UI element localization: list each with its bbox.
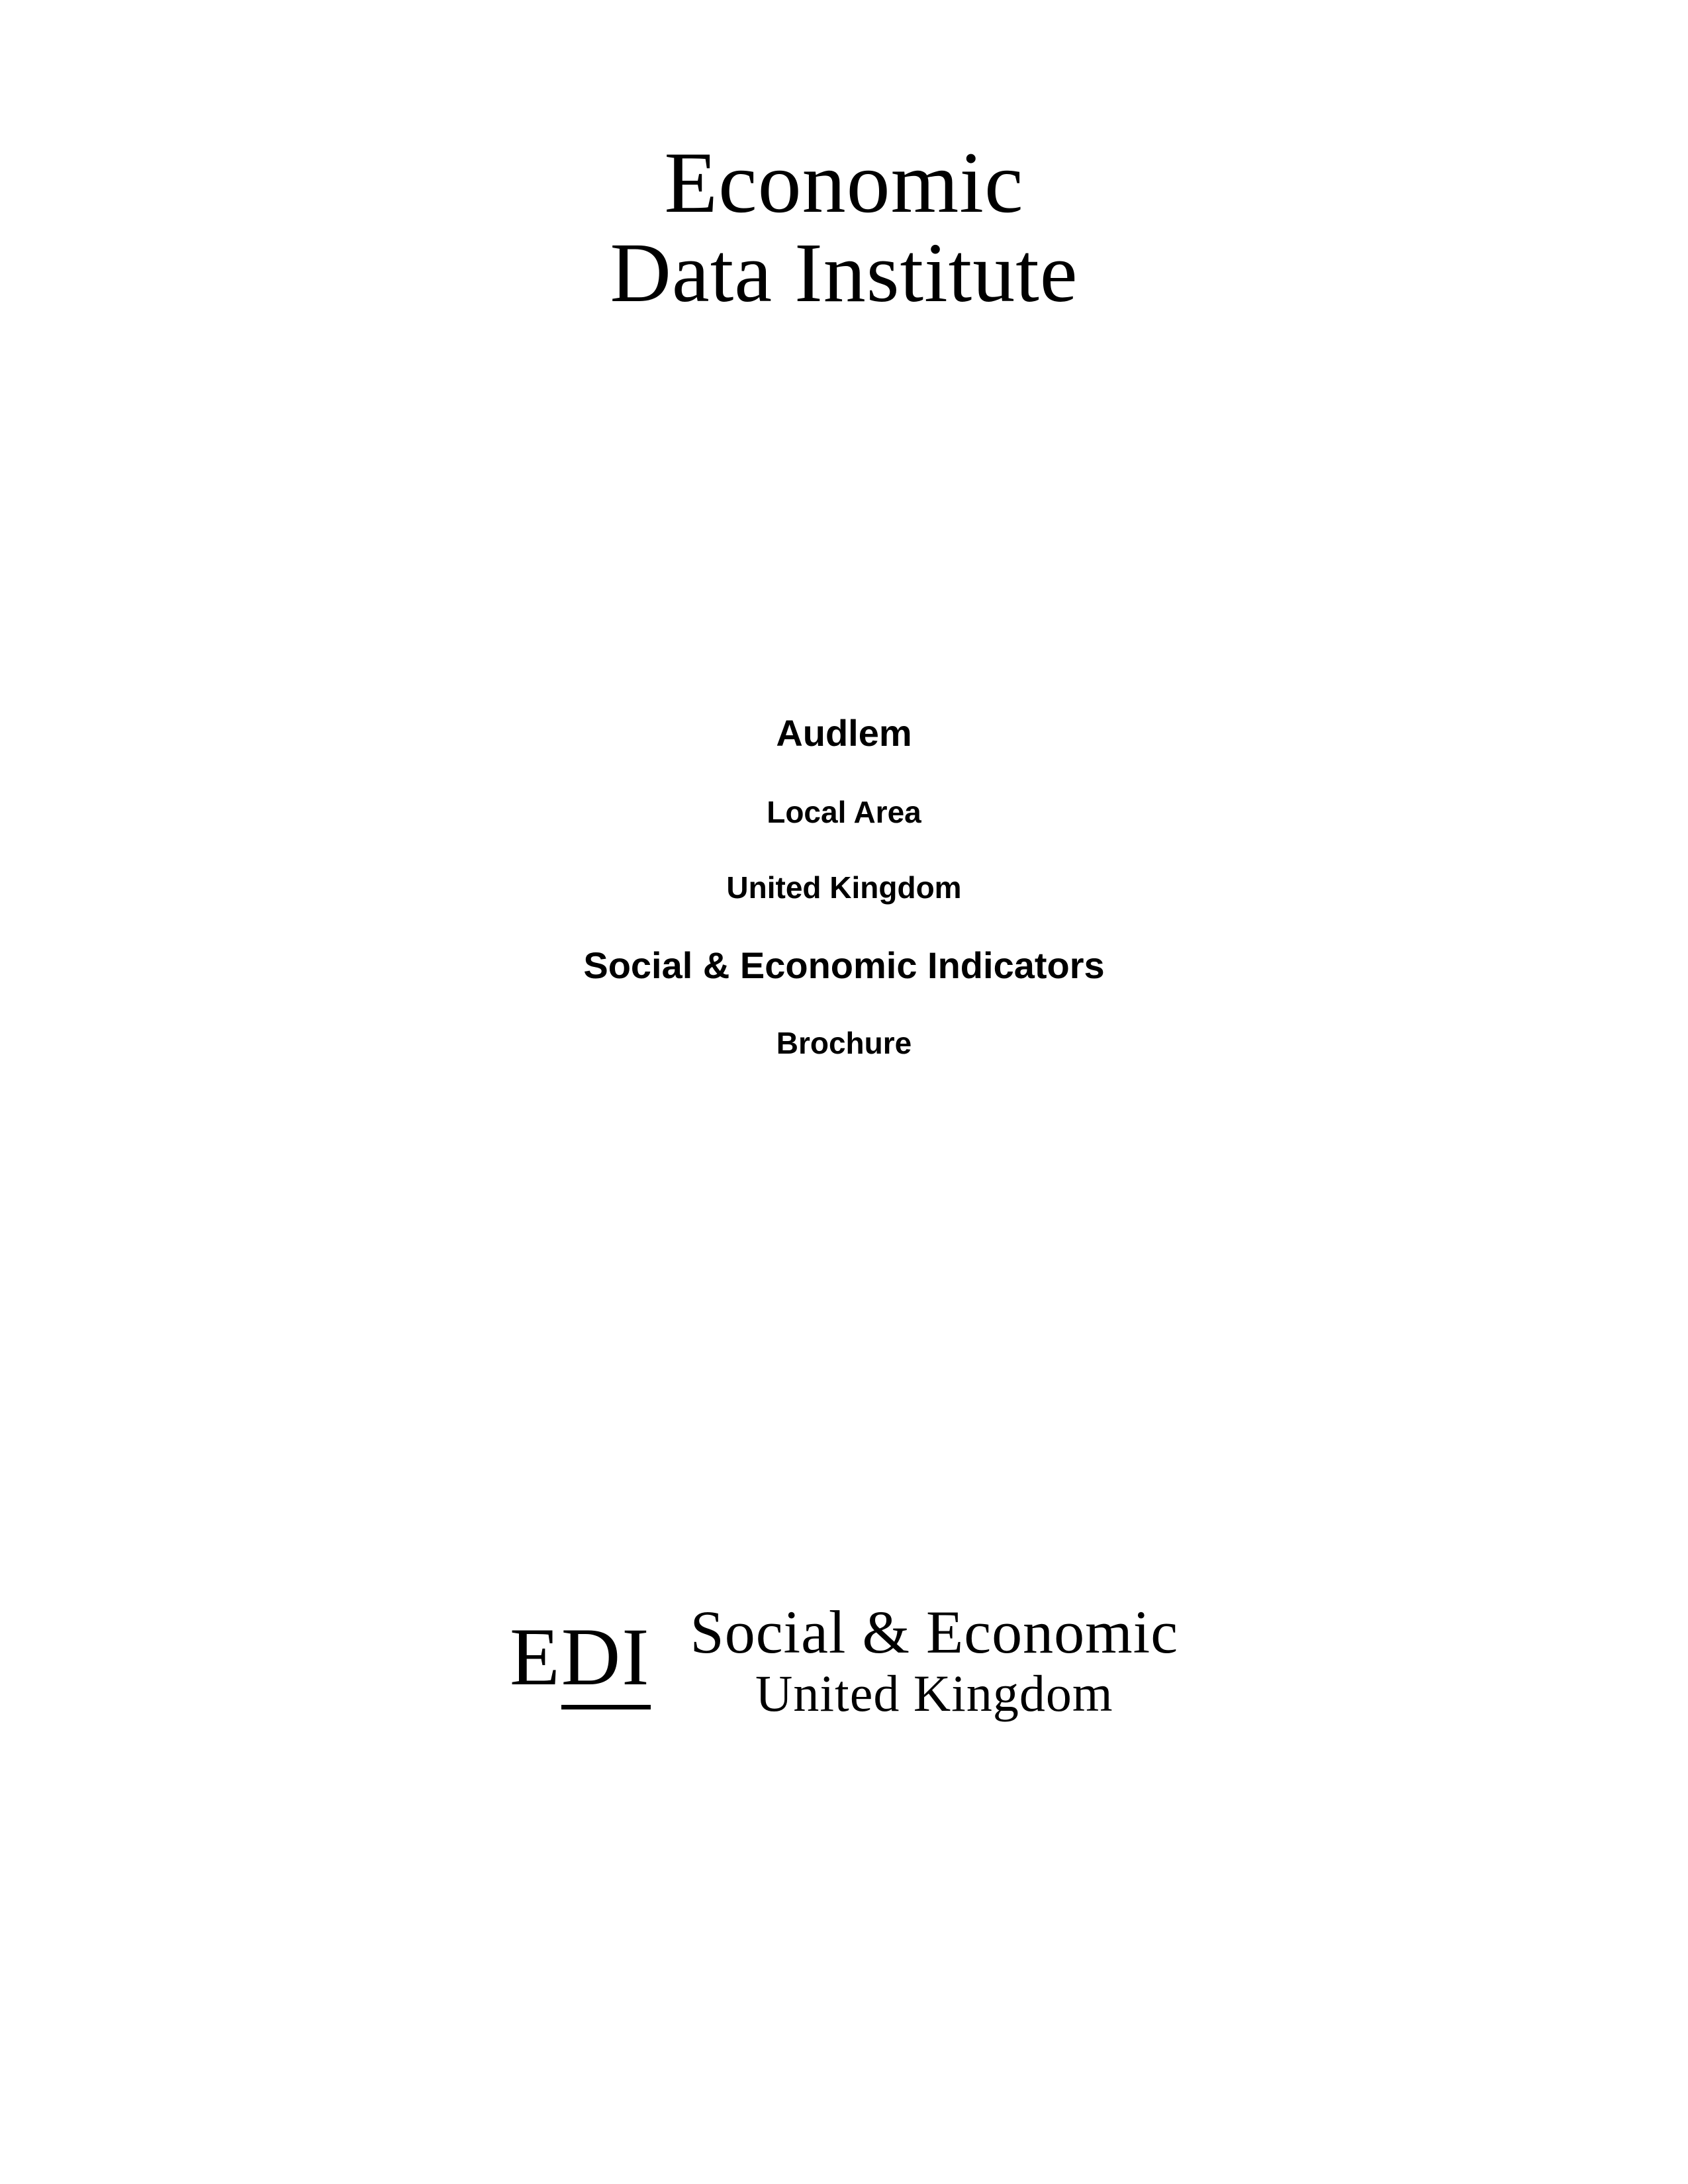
edi-monogram	[509, 1612, 651, 1705]
subject-label: Social & Economic Indicators	[583, 944, 1105, 986]
masthead-line-2: Data Institute	[610, 226, 1078, 320]
edi-monogram-di: DI	[561, 1612, 651, 1709]
country-label: United Kingdom	[726, 870, 962, 905]
area-level-label: Local Area	[767, 795, 921, 829]
page-title: Audlem	[776, 712, 912, 754]
cover-title-block	[0, 711, 1688, 1061]
edi-footer-logo	[0, 1598, 1688, 1722]
edi-tagline-top: Social & Economic	[690, 1598, 1179, 1666]
document-type-label: Brochure	[776, 1026, 912, 1060]
edi-tagline	[690, 1598, 1179, 1722]
masthead-line-1: Economic	[664, 134, 1024, 231]
publisher-masthead	[0, 134, 1688, 320]
edi-monogram-e: E	[509, 1612, 561, 1702]
edi-tagline-bottom: United Kingdom	[755, 1664, 1113, 1722]
